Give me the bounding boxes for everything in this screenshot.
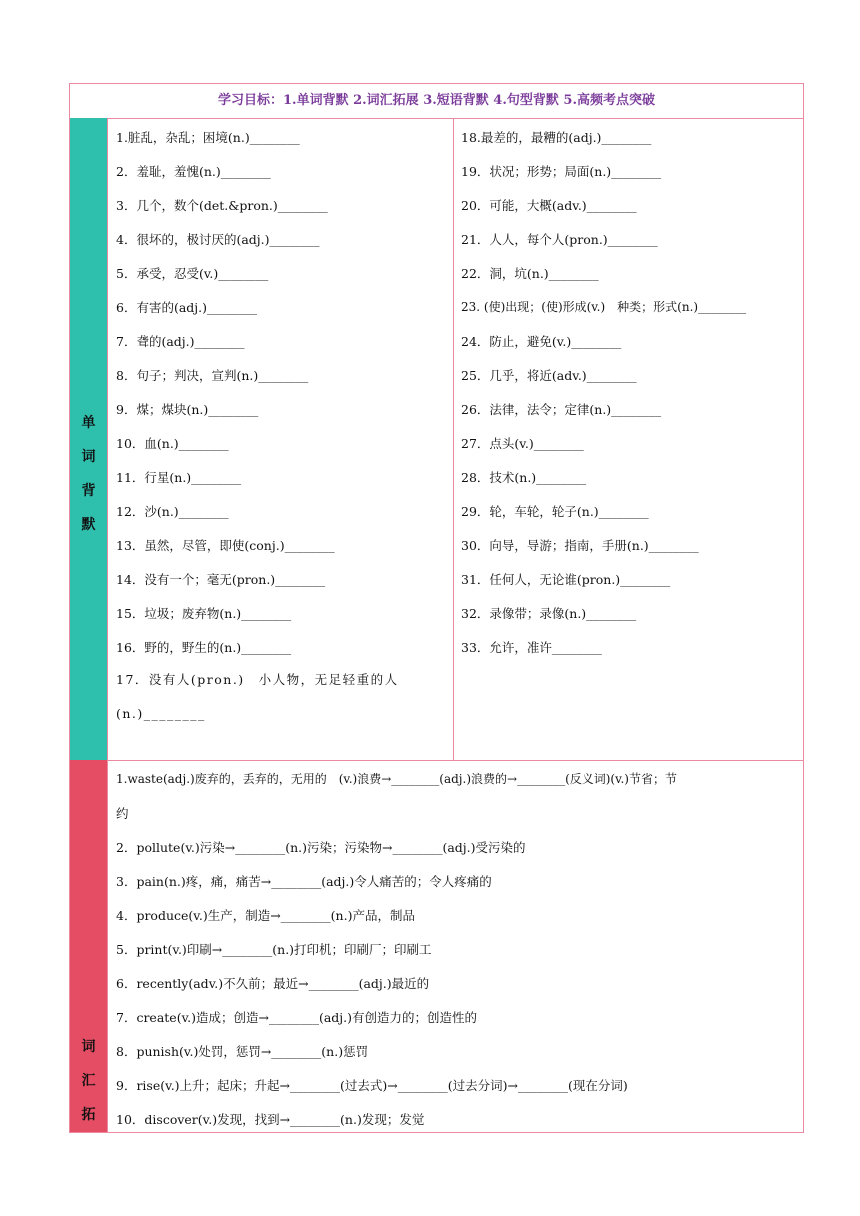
expansion-item-continued: 约 bbox=[116, 806, 129, 821]
word-item: 5．承受，忍受(v.)________ bbox=[116, 266, 269, 281]
learning-goals-banner: 学习目标：1.单词背默 2.词汇拓展 3.短语背默 4.句型背默 5.高频考点突破 bbox=[70, 84, 803, 119]
section-label-char: 词 bbox=[81, 1039, 96, 1055]
word-item: 23. (使)出现；(使)形成(v.) 种类；形式(n.)________ bbox=[461, 300, 747, 314]
section-label-vocab-expansion bbox=[70, 760, 108, 1132]
word-item: 31．任何人，无论谁(pron.)________ bbox=[461, 572, 671, 587]
word-item: 14．没有一个；毫无(pron.)________ bbox=[116, 572, 326, 587]
word-list-left bbox=[108, 118, 454, 760]
section-label-word-dictation bbox=[70, 118, 108, 760]
word-item: 11．行星(n.)________ bbox=[116, 470, 242, 485]
word-item: 9．煤；煤块(n.)________ bbox=[116, 402, 259, 417]
expansion-item: 5．print(v.)印刷→________(n.)打印机；印刷厂；印刷工 bbox=[116, 942, 432, 957]
word-item: 29．轮，车轮，轮子(n.)________ bbox=[461, 504, 649, 519]
expansion-item: 9．rise(v.)上升；起床；升起→________(过去式)→________(过去分词)→________(现在分词) bbox=[116, 1078, 628, 1093]
section-divider bbox=[108, 760, 803, 761]
word-item: 15．垃圾；废弃物(n.)________ bbox=[116, 606, 292, 621]
section-label-char: 背 bbox=[81, 483, 96, 499]
word-item: 12．沙(n.)________ bbox=[116, 504, 229, 519]
expansion-item: 3．pain(n.)疼，痛，痛苦→________(adj.)令人痛苦的；令人疼痛的 bbox=[116, 874, 492, 889]
word-item: 27．点头(v.)________ bbox=[461, 436, 584, 451]
word-item: 8．句子；判决，宣判(n.)________ bbox=[116, 368, 309, 383]
section-label-char: 拓 bbox=[81, 1107, 96, 1123]
word-item: 7．聋的(adj.)________ bbox=[116, 334, 245, 349]
word-item: 17．没有人(pron.) 小人物，无足轻重的人(n.)________ bbox=[116, 672, 399, 721]
word-item: 26．法律，法令；定律(n.)________ bbox=[461, 402, 662, 417]
expansion-item: 8．punish(v.)处罚，惩罚→________(n.)惩罚 bbox=[116, 1044, 369, 1059]
word-item: 18.最差的，最糟的(adj.)________ bbox=[461, 130, 652, 145]
word-item: 30．向导，导游；指南，手册(n.)________ bbox=[461, 538, 699, 553]
word-item: 25．几乎，将近(adv.)________ bbox=[461, 368, 637, 383]
expansion-item: 10．discover(v.)发现，找到→________(n.)发现；发觉 bbox=[116, 1112, 425, 1127]
section-label-char: 默 bbox=[81, 517, 96, 533]
word-item: 2．羞耻，羞愧(n.)________ bbox=[116, 164, 271, 179]
word-list-right bbox=[454, 118, 803, 760]
word-item: 19．状况；形势；局面(n.)________ bbox=[461, 164, 662, 179]
section-label-char: 词 bbox=[81, 449, 96, 465]
worksheet-table bbox=[69, 83, 804, 1133]
word-item: 32．录像带；录像(n.)________ bbox=[461, 606, 637, 621]
expansion-item: 4．produce(v.)生产，制造→________(n.)产品，制品 bbox=[116, 908, 415, 923]
word-item: 3．几个，数个(det.&pron.)________ bbox=[116, 198, 328, 213]
section-label-char: 汇 bbox=[81, 1073, 96, 1089]
word-item: 6．有害的(adj.)________ bbox=[116, 300, 258, 315]
word-item: 1.脏乱，杂乱；困境(n.)________ bbox=[116, 130, 300, 145]
word-item: 20．可能，大概(adv.)________ bbox=[461, 198, 637, 213]
word-item: 22．洞，坑(n.)________ bbox=[461, 266, 599, 281]
word-item: 28．技术(n.)________ bbox=[461, 470, 587, 485]
expansion-item: 2．pollute(v.)污染→________(n.)污染；污染物→________(adj.)受污染的 bbox=[116, 840, 526, 855]
expansion-item: 1.waste(adj.)废弃的，丢弃的，无用的 (v.)浪费→________(adj.)浪费的→________(反义词)(v.)节省；节 bbox=[116, 772, 677, 786]
word-item: 4．很坏的，极讨厌的(adj.)________ bbox=[116, 232, 320, 247]
word-item: 33．允许，准许________ bbox=[461, 640, 602, 655]
word-item: 13．虽然，尽管，即使(conj.)________ bbox=[116, 538, 335, 553]
expansion-item: 6．recently(adv.)不久前；最近→________(adj.)最近的 bbox=[116, 976, 430, 991]
word-item: 16．野的，野生的(n.)________ bbox=[116, 640, 292, 655]
word-item: 24．防止，避免(v.)________ bbox=[461, 334, 622, 349]
word-item: 10．血(n.)________ bbox=[116, 436, 229, 451]
word-item: 21．人人，每个人(pron.)________ bbox=[461, 232, 658, 247]
section-label-char: 单 bbox=[81, 415, 96, 431]
expansion-item: 7．create(v.)造成；创造→________(adj.)有创造力的；创造性的 bbox=[116, 1010, 478, 1025]
